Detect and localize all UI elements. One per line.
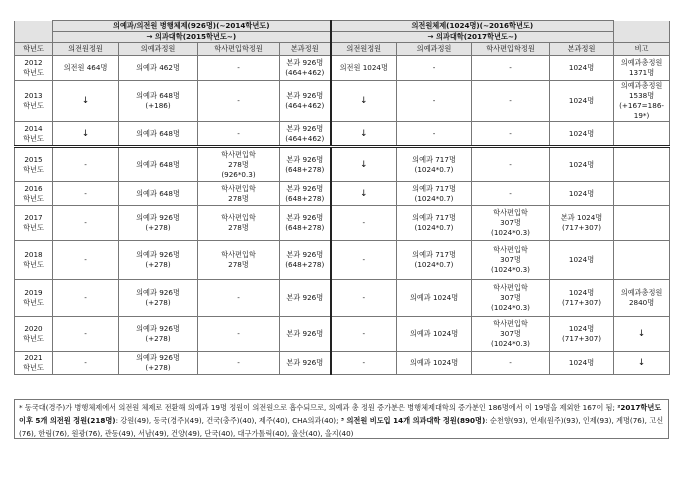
header-corner-right	[614, 21, 670, 32]
table-cell: 본과 926명 (464+462)	[280, 56, 331, 81]
table-cell: ↓	[331, 182, 397, 206]
table-cell: 의예과 717명 (1024*0.7)	[397, 206, 472, 241]
column-header: 비고	[614, 43, 670, 56]
admission-quota-table-container	[14, 20, 669, 375]
table-cell: 의예과 717명 (1024*0.7)	[397, 241, 472, 280]
table-cell: 의예과 648명	[119, 182, 198, 206]
table-cell: 학사편입학 307명 (1024*0.3)	[472, 280, 550, 317]
column-header: 의전원정원	[53, 43, 119, 56]
table-cell: 의예과총정원 1538명 (+167=186-19*)	[614, 81, 670, 122]
left-group-title: 의예과/의전원 병행체제(926명)(~2014학년도)	[53, 21, 331, 32]
header-corner-2	[15, 32, 53, 43]
table-cell: 의예과총정원 1371명	[614, 56, 670, 81]
table-cell: ↓	[331, 122, 397, 147]
table-row	[15, 122, 670, 147]
table-cell: -	[198, 352, 280, 375]
table-cell: ↓	[614, 317, 670, 352]
table-cell: 본과 1024명 (717+307)	[550, 206, 614, 241]
table-cell: 1024명	[550, 352, 614, 375]
table-row	[15, 206, 670, 241]
table-cell: 의예과 717명 (1024*0.7)	[397, 182, 472, 206]
column-header: 학사편입학정원	[472, 43, 550, 56]
table-cell: -	[331, 352, 397, 375]
table-row	[15, 81, 670, 122]
table-cell	[614, 241, 670, 280]
table-cell: 의예과 648명 (+186)	[119, 81, 198, 122]
table-cell: -	[331, 280, 397, 317]
table-cell: -	[331, 206, 397, 241]
table-cell: 본과 926명 (464+462)	[280, 122, 331, 147]
table-cell: 본과 926명 (648+278)	[280, 147, 331, 182]
table-cell: 본과 926명	[280, 317, 331, 352]
footnote-text-2: : 강원(49), 동국(경주)(49), 건국(충주)(40), 제주(40), CHA의과(40);	[115, 416, 341, 425]
table-cell	[614, 206, 670, 241]
table-row	[15, 317, 670, 352]
left-group-subtitle: → 의과대학(2015학년도~)	[53, 32, 331, 43]
footnote-text-3: : 순천향(93), 연세(원주)(93), 인제(93), 계명(76), 고신(76), 한림(76), 원광(76), 관동(49), 서남(49), 건양(49), 단국(40), 대구가톨릭(40), 울산(40), 을지(40)	[19, 416, 664, 438]
table-cell: -	[472, 122, 550, 147]
header-corner	[15, 21, 53, 32]
table-cell: 의예과 648명	[119, 147, 198, 182]
table-cell: 의예과 926명 (+278)	[119, 317, 198, 352]
year-cell: 2013 학년도	[15, 81, 53, 122]
table-cell: -	[397, 122, 472, 147]
footnote-bold-1: ²2017학년도 이후 5개 의전원 정원(218명)	[19, 403, 662, 425]
column-header: 의예과정원	[119, 43, 198, 56]
table-cell: -	[472, 56, 550, 81]
table-cell: 학사편입학 278명	[198, 206, 280, 241]
table-cell: -	[397, 56, 472, 81]
table-cell: 1024명	[550, 182, 614, 206]
admission-quota-table	[14, 20, 670, 375]
table-cell: 의예과 1024명	[397, 280, 472, 317]
column-header: 의전원정원	[331, 43, 397, 56]
table-cell: 1024명	[550, 122, 614, 147]
year-cell: 2016 학년도	[15, 182, 53, 206]
table-cell: -	[472, 182, 550, 206]
table-cell: 1024명	[550, 147, 614, 182]
year-cell: 2021 학년도	[15, 352, 53, 375]
table-cell: ↓	[331, 147, 397, 182]
table-cell: -	[53, 147, 119, 182]
year-cell: 2020 학년도	[15, 317, 53, 352]
table-cell: -	[472, 147, 550, 182]
table-cell: -	[331, 317, 397, 352]
table-cell: -	[53, 182, 119, 206]
table-cell	[614, 122, 670, 147]
right-group-subtitle: → 의과대학(2017학년도~)	[331, 32, 614, 43]
year-cell: 2019 학년도	[15, 280, 53, 317]
table-cell: -	[472, 81, 550, 122]
table-row	[15, 280, 670, 317]
table-cell: 의예과 926명 (+278)	[119, 352, 198, 375]
table-cell: ↓	[53, 81, 119, 122]
table-cell: 학사편입학 278명	[198, 182, 280, 206]
table-cell: -	[472, 352, 550, 375]
table-cell: 학사편입학 278명 (926*0.3)	[198, 147, 280, 182]
table-cell: 의예과 717명 (1024*0.7)	[397, 147, 472, 182]
table-cell: 의예과 926명 (+278)	[119, 241, 198, 280]
table-cell: 의예과 462명	[119, 56, 198, 81]
table-cell: -	[198, 81, 280, 122]
table-cell: 학사편입학 307명 (1024*0.3)	[472, 241, 550, 280]
column-header: 본과정원	[550, 43, 614, 56]
table-cell: 의예과 926명 (+278)	[119, 280, 198, 317]
table-cell: 의전원 464명	[53, 56, 119, 81]
table-cell: -	[198, 280, 280, 317]
table-row	[15, 241, 670, 280]
table-cell: 본과 926명	[280, 280, 331, 317]
table-cell: 본과 926명 (464+462)	[280, 81, 331, 122]
footnote-text-1: * 동국대(경주)가 병행체제에서 의전원 체제로 전환해 의예과 19명 정원이 의전원으로 흡수되므로, 의예과 총 정원 증가분은 병행체제대학의 증가분인 186명에서 이 19명을 제외한 167이 됨;	[19, 403, 618, 412]
table-cell: -	[331, 241, 397, 280]
table-cell: 의예과 1024명	[397, 317, 472, 352]
column-header: 의예과정원	[397, 43, 472, 56]
table-cell: -	[53, 206, 119, 241]
table-cell: 의예과총정원 2840명	[614, 280, 670, 317]
table-row	[15, 352, 670, 375]
table-cell: 1024명	[550, 241, 614, 280]
column-header: 학년도	[15, 43, 53, 56]
column-header: 학사편입학정원	[198, 43, 280, 56]
table-cell	[614, 182, 670, 206]
table-row	[15, 147, 670, 182]
table-cell: -	[198, 317, 280, 352]
table-cell: 의전원 1024명	[331, 56, 397, 81]
table-cell: 1024명 (717+307)	[550, 317, 614, 352]
year-cell: 2015 학년도	[15, 147, 53, 182]
year-cell: 2014 학년도	[15, 122, 53, 147]
year-cell: 2017 학년도	[15, 206, 53, 241]
header-corner-right-2	[614, 32, 670, 43]
table-cell: 의예과 926명 (+278)	[119, 206, 198, 241]
table-cell: 의예과 648명	[119, 122, 198, 147]
table-cell: 1024명	[550, 81, 614, 122]
table-cell: 본과 926명 (648+278)	[280, 241, 331, 280]
table-row	[15, 56, 670, 81]
table-cell: 학사편입학 278명	[198, 241, 280, 280]
year-cell: 2018 학년도	[15, 241, 53, 280]
table-cell: -	[397, 81, 472, 122]
table-cell: -	[53, 352, 119, 375]
table-cell: 본과 926명 (648+278)	[280, 182, 331, 206]
table-cell: -	[53, 280, 119, 317]
table-cell: -	[198, 122, 280, 147]
table-cell: 의예과 1024명	[397, 352, 472, 375]
table-cell: -	[53, 317, 119, 352]
table-cell: 1024명 (717+307)	[550, 280, 614, 317]
table-cell: 본과 926명 (648+278)	[280, 206, 331, 241]
table-cell: ↓	[53, 122, 119, 147]
table-cell: -	[53, 241, 119, 280]
table-cell: ↓	[331, 81, 397, 122]
year-cell: 2012 학년도	[15, 56, 53, 81]
table-cell: ↓	[614, 352, 670, 375]
table-row	[15, 182, 670, 206]
footnote	[14, 399, 669, 439]
footnote-bold-2: ³ 의전원 비도입 14개 의과대학 정원(890명)	[340, 416, 486, 425]
table-cell: 본과 926명	[280, 352, 331, 375]
table-cell	[614, 147, 670, 182]
table-cell: 학사편입학 307명 (1024*0.3)	[472, 206, 550, 241]
table-cell: 1024명	[550, 56, 614, 81]
column-header: 본과정원	[280, 43, 331, 56]
table-cell: 학사편입학 307명 (1024*0.3)	[472, 317, 550, 352]
right-group-title: 의전원체제(1024명)(~2016학년도)	[331, 21, 614, 32]
table-cell: -	[198, 56, 280, 81]
